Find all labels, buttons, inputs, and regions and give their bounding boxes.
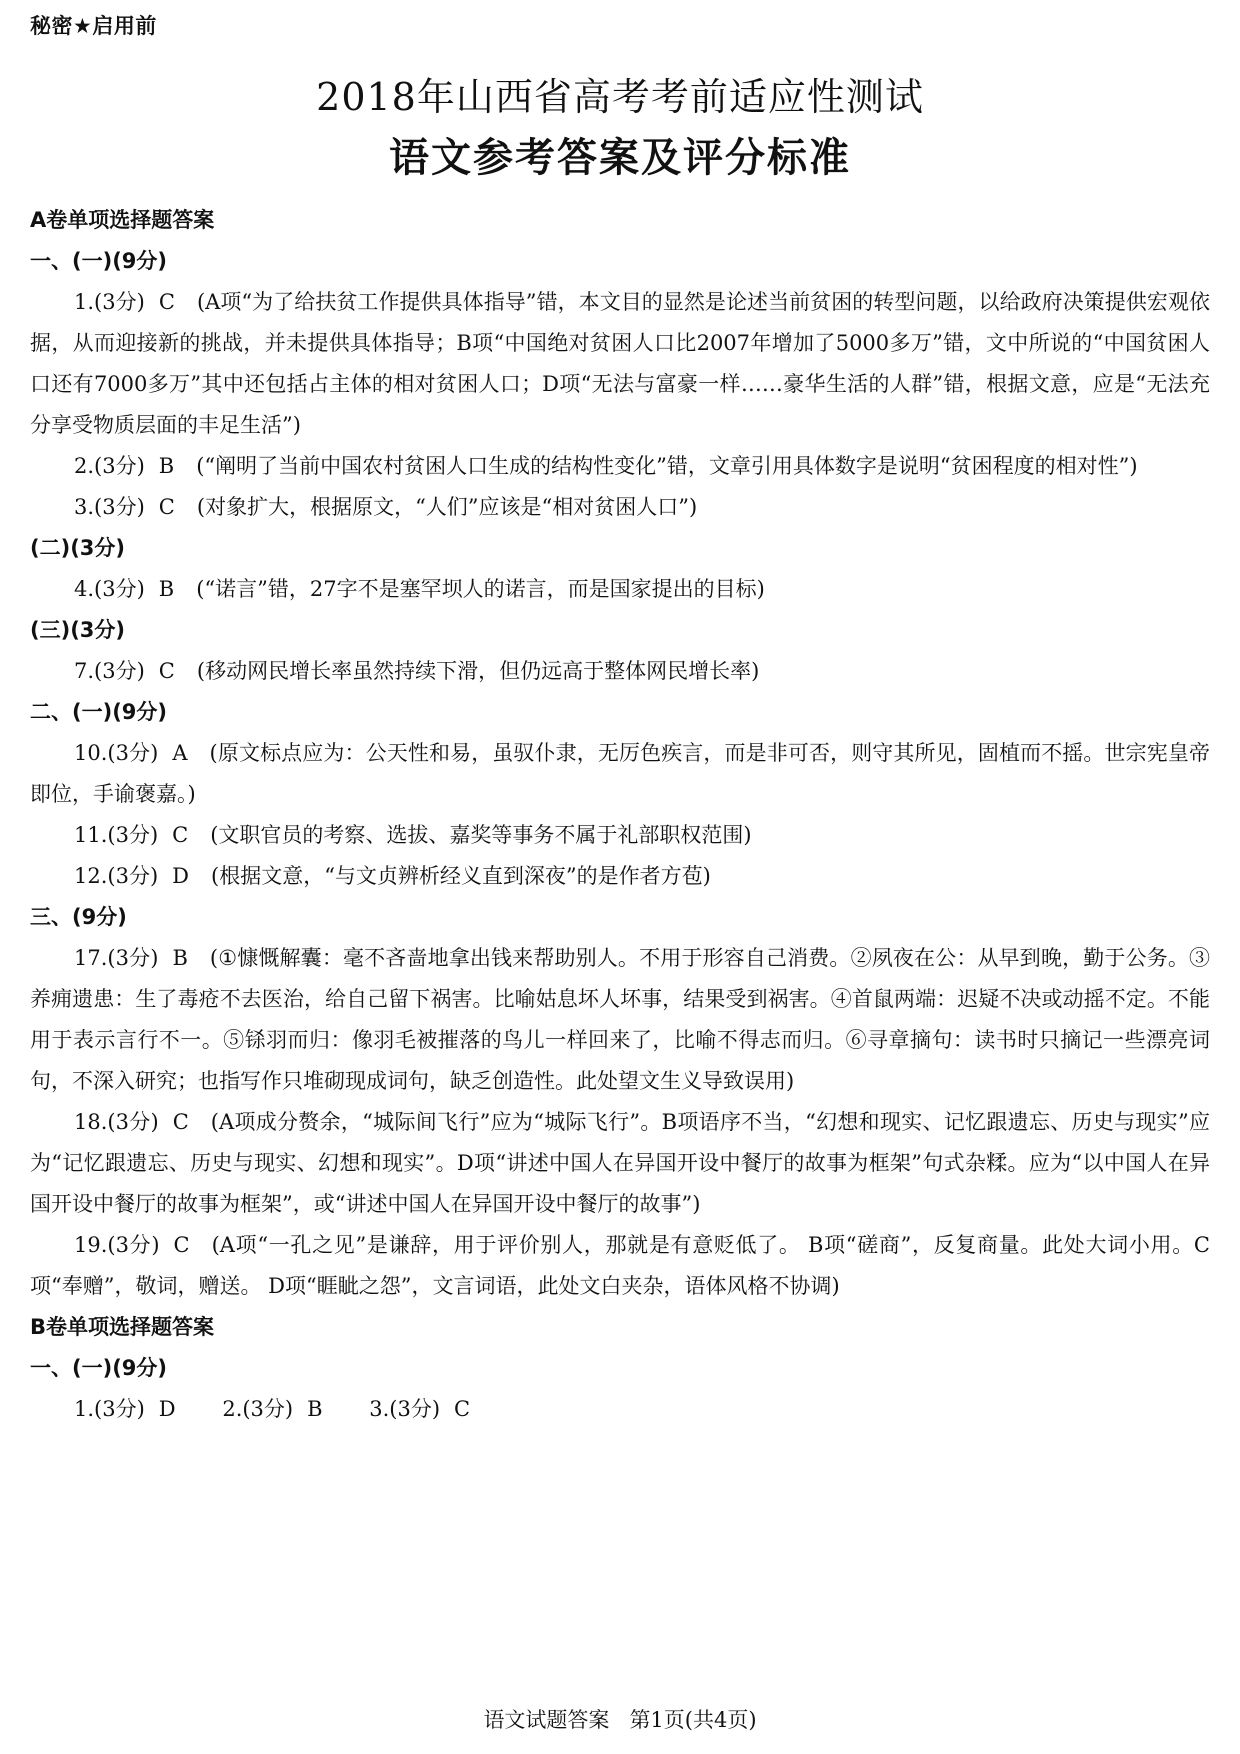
answer-letter: B — [158, 454, 175, 478]
question-number: 19.(3分) — [74, 1233, 160, 1257]
answer-letter: C — [158, 495, 175, 519]
answer-item — [30, 815, 1210, 856]
answer-item — [30, 569, 1210, 610]
question-number: 7.(3分) — [74, 659, 145, 683]
answer-body — [30, 200, 1210, 1430]
part-heading: (三)(3分) — [30, 618, 126, 642]
answer-list — [30, 1389, 1210, 1430]
question-number: 1.(3分) — [74, 1397, 145, 1421]
answer-explanation: (对象扩大，根据原文，“人们”应该是“相对贫困人口”) — [196, 495, 698, 519]
question-number: 12.(3分) — [74, 864, 159, 888]
answer-letter: D — [158, 1397, 176, 1421]
answer-item — [30, 1102, 1210, 1225]
answer-item — [30, 938, 1210, 1102]
part-heading: 三、(9分) — [30, 905, 127, 929]
answer-explanation: (移动网民增长率虽然持续下滑，但仍远高于整体网民增长率) — [196, 659, 760, 683]
answer-letter: A — [172, 741, 188, 765]
answer-explanation: (①慷慨解囊：毫不吝啬地拿出钱来帮助别人。不用于形容自己消费。②夙夜在公：从早到晚，勤于公务。③养痈遗患：生了毒疮不去医治，给自己留下祸害。比喻姑息坏人坏事，结果受到祸害。④首鼠两端：迟疑不决或动摇不定。不能用于表示言行不一。⑤铩羽而归：像羽毛被摧落的鸟儿一样回来了，比喻不得志而归。⑥寻章摘句：读书时只摘记一些漂亮词句，不深入研究；也指写作只堆砌现成词句，缺乏创造性。此处望文生义导致误用) — [30, 946, 1210, 1093]
answer-letter: C — [172, 1110, 189, 1134]
answer-letter: C — [158, 659, 175, 683]
answer-explanation: (“阐明了当前中国农村贫困人口生成的结构性变化”错，文章引用具体数字是说明“贫困程度的相对性”) — [196, 454, 1138, 478]
answer-item — [30, 651, 1210, 692]
footer-page-info: 第1页(共4页) — [629, 1708, 757, 1732]
confidential-mark: 秘密★启用前 — [30, 14, 157, 38]
answer-item — [30, 282, 1210, 446]
question-number: 4.(3分) — [74, 577, 145, 601]
question-number: 3.(3分) — [74, 495, 145, 519]
answer-explanation: (原文标点应为：公天性和易，虽驭仆隶，无厉色疾言，而是非可否，则守其所见，固植而不摇。世宗宪皇帝即位，手谕褒嘉。) — [30, 741, 1210, 806]
footer-doc-name: 语文试题答案 — [483, 1708, 610, 1732]
page-footer — [0, 1704, 1240, 1734]
part-heading: (二)(3分) — [30, 536, 126, 560]
question-number: 11.(3分) — [74, 823, 159, 847]
answer-letter: B — [158, 577, 175, 601]
question-number: 10.(3分) — [74, 741, 159, 765]
question-number: 3.(3分) — [369, 1397, 441, 1421]
section-heading-b: B卷单项选择题答案 — [30, 1315, 215, 1339]
answer-explanation: (A项“为了给扶贫工作提供具体指导”错，本文目的显然是论述当前贫困的转型问题，以给政府决策提供宏观依据，从而迎接新的挑战，并未提供具体指导；B项“中国绝对贫困人口比2007年增加了5000多万”错，文中所说的“中国贫困人口还有7000多万”其中还包括占主体的相对贫困人口；D项“无法与富豪一样……豪华生活的人群”错，根据文意，应是“无法充分享受物质层面的丰足生活”) — [30, 290, 1210, 437]
question-number: 2.(3分) — [222, 1397, 294, 1421]
part-heading: 二、(一)(9分) — [30, 700, 168, 724]
question-number: 17.(3分) — [74, 946, 159, 970]
answer-explanation: (A项“一孔之见”是谦辞，用于评价别人，那就是有意贬低了。 B项“磋商”，反复商量。此处大词小用。C项“奉赠”，敬词，赠送。 D项“睚眦之怨”，文言词语，此处文白夹杂，语体风格不协调) — [30, 1233, 1210, 1298]
answer-item — [30, 733, 1210, 815]
answer-letter: C — [173, 1233, 190, 1257]
answer-item — [30, 1225, 1210, 1307]
answer-letter: B — [307, 1397, 323, 1421]
answer-letter: C — [454, 1397, 471, 1421]
answer-letter: B — [172, 946, 188, 970]
answer-letter: D — [172, 864, 189, 888]
part-heading: 一、(一)(9分) — [30, 1356, 168, 1380]
question-number: 18.(3分) — [74, 1110, 159, 1134]
question-number: 1.(3分) — [74, 290, 145, 314]
answer-item — [30, 487, 1210, 528]
question-number: 2.(3分) — [74, 454, 145, 478]
answer-item — [30, 446, 1210, 487]
answer-letter: C — [172, 823, 189, 847]
section-heading-a: A卷单项选择题答案 — [30, 208, 215, 232]
answer-explanation: (根据文意，“与文贞辨析经义直到深夜”的是作者方苞) — [211, 864, 711, 888]
answer-explanation: (A项成分赘余，“城际间飞行”应为“城际飞行”。B项语序不当，“幻想和现实、记忆跟遗忘、历史与现实”应为“记忆跟遗忘、历史与现实、幻想和现实”。D项“讲述中国人在异国开设中餐厅的故事为框架”句式杂糅。应为“以中国人在异国开设中餐厅的故事为框架”，或“讲述中国人在异国开设中餐厅的故事”) — [30, 1110, 1210, 1216]
answer-key-title: 语文参考答案及评分标准 — [389, 135, 851, 181]
answer-explanation: (文职官员的考察、选拔、嘉奖等事务不属于礼部职权范围) — [210, 823, 752, 847]
answer-pair — [369, 1397, 470, 1421]
answer-pair — [222, 1397, 322, 1421]
answer-letter: C — [158, 290, 175, 314]
answer-explanation: (“诺言”错，27字不是塞罕坝人的诺言，而是国家提出的目标) — [196, 577, 765, 601]
part-heading: 一、(一)(9分) — [30, 249, 168, 273]
answer-pair — [74, 1397, 176, 1421]
answer-item — [30, 856, 1210, 897]
exam-title: 2018年山西省高考考前适应性测试 — [316, 75, 924, 119]
